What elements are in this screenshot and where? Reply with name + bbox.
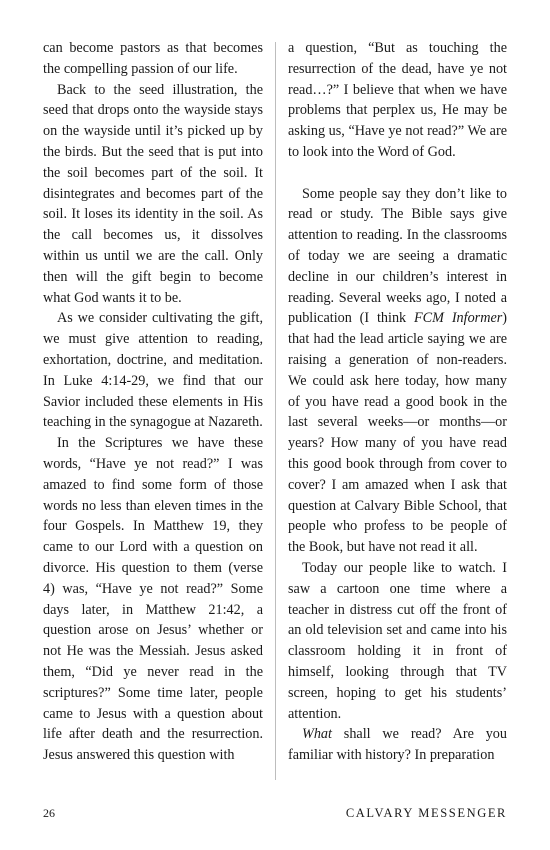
page-number: 26 (43, 806, 55, 820)
paragraph (288, 184, 507, 558)
page-footer (43, 806, 507, 826)
paragraph (288, 724, 507, 766)
text-run: shall we read? Are you familiar with history? In preparation (288, 726, 507, 764)
column-divider (275, 42, 276, 780)
left-text-column (43, 38, 263, 766)
text-run: ) that had the lead article saying we are raising a generation of non-readers. We could ask here today, how many of you have read a good book in the last several weeks—or months—or years? How many of you have read this good book through from cover to cover? I am amazed when I ask that question at Calvary Bible School, that people who profess to be people of the Book, but have not read it all. (288, 310, 507, 556)
italic-word: What (302, 726, 332, 743)
paragraph: a question, “But as touching the resurrection of the dead, have ye not read…?” I believe that when we have problems that perplex us, He may be asking us, “Have ye not read?” We are to look into the Word of God. (288, 40, 507, 160)
paragraph: In the Scriptures we have these words, “Have ye not read?” I was amazed to find some form of those words no less than eleven times in the four Gospels. In Matthew 19, they came to our Lord with a question on divorce. His question to them (verse 4) was, “Have ye not read?” Some days later, in Matthew 21:42, a question arose on Jesus’ whether or not He was the Messiah. Jesus asked them, “Did ye never read in the scriptures?” Some time later, people came to Jesus with a question about life after death and the resurrection. Jesus answered this question with (43, 435, 263, 764)
paragraph: Back to the seed illustration, the seed that drops onto the wayside stays on the wayside until it’s picked up by the birds. But the seed that is put into the soil becomes part of the soil. It disintegrates and becomes part of the soil. It loses its identity in the soil. As the call becomes us, it dissolves within us until we are the call. Only then will the gift begin to become what God wants it to be. (43, 81, 263, 306)
right-text-column (288, 38, 507, 766)
text-run: Some people say they don’t like to read or study. The Bible says give attention to reading. In the classrooms of today we are seeing a dramatic decline in our children’s interest in reading. Several weeks ago, I noted a publication (I think (288, 185, 507, 327)
paragraph: Today our people like to watch. I saw a cartoon one time where a teacher in distress cut off the front of an old television set and came into his classroom holding it in front of himself, looking through that TV screen, hoping to get his students’ attention. (288, 559, 507, 722)
paragraph: As we consider cultivating the gift, we must give attention to reading, exhortation, doctrine, and meditation. In Luke 4:14-29, we find that our Savior included these elements in His teaching in the synagogue at Nazareth. (43, 310, 263, 431)
running-title: CALVARY MESSENGER (345, 806, 507, 820)
paragraph: can become pastors as that becomes the compelling passion of our life. (43, 40, 263, 77)
italic-publication-name: FCM Informer (414, 310, 503, 327)
